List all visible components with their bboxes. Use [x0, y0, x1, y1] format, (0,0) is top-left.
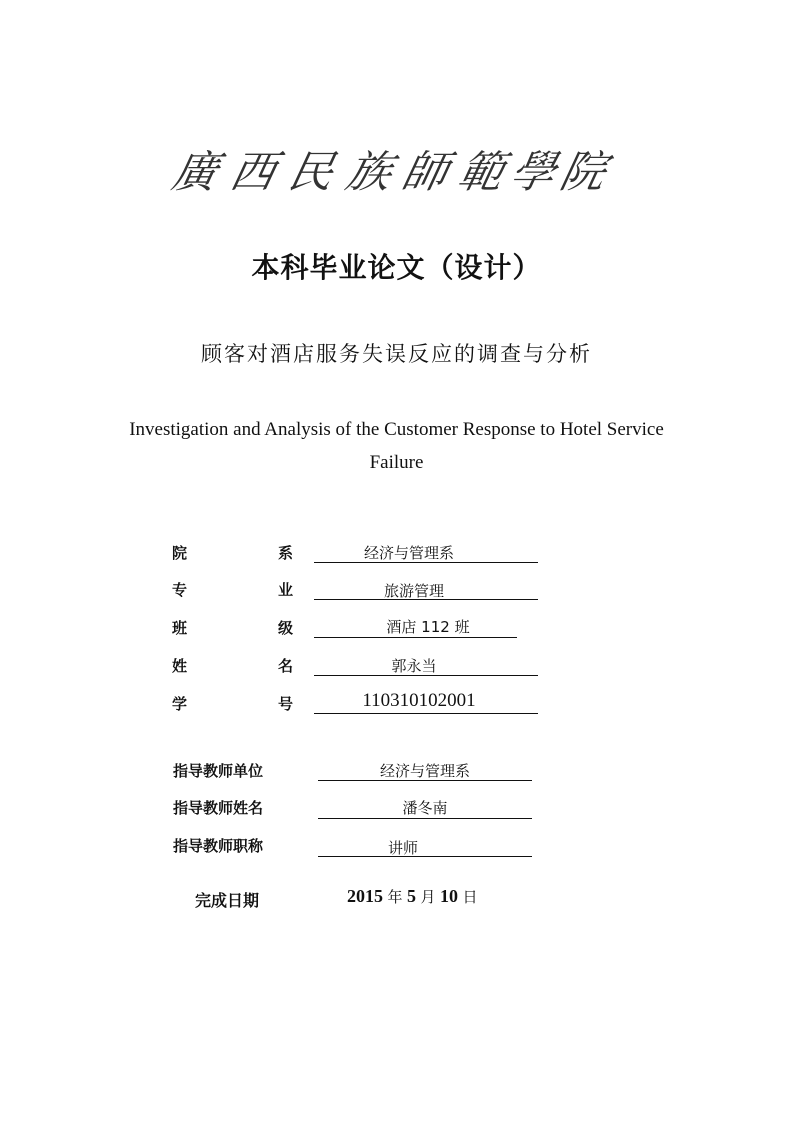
advisor-unit-value: 经济与管理系 — [379, 762, 470, 780]
major-value: 旅游管理 — [383, 582, 444, 600]
advisor-unit-label: 指导教师单位 — [173, 762, 264, 780]
label-left: 专 — [172, 581, 188, 599]
logo-char: 族 — [341, 147, 397, 198]
logo-char: 院 — [555, 147, 611, 198]
logo-char: 範 — [453, 147, 509, 198]
label-right: 名 — [278, 657, 294, 675]
label-left: 学 — [172, 695, 188, 713]
day-unit: 日 — [462, 888, 478, 906]
label-left: 姓 — [172, 657, 188, 675]
student-name-value: 郭永当 — [391, 657, 437, 675]
advisor-title-value: 讲师 — [387, 839, 418, 857]
label-right: 级 — [278, 619, 294, 637]
thesis-title-en-line1: Investigation and Analysis of the Customer Response to Hotel Service — [129, 419, 664, 440]
completion-date-value — [347, 886, 478, 907]
underline — [314, 599, 538, 600]
thesis-title-en — [0, 413, 793, 479]
class-value: 酒店 112 班 — [386, 618, 470, 636]
month: 5 — [407, 886, 417, 906]
label-right: 号 — [278, 695, 294, 713]
advisor-title-label: 指导教师职称 — [173, 837, 264, 855]
advisor-name-label: 指导教师姓名 — [173, 799, 264, 817]
logo-char: 西 — [225, 147, 281, 198]
thesis-title-cn: 顾客对酒店服务失误反应的调查与分析 — [201, 342, 592, 366]
completion-date-label: 完成日期 — [195, 891, 260, 910]
university-logo — [167, 128, 620, 208]
student-id-value: 110310102001 — [362, 690, 476, 711]
underline — [318, 856, 532, 857]
year: 2015 — [347, 886, 383, 906]
logo-char: 師 — [397, 147, 453, 198]
advisor-name-value: 潘冬南 — [402, 799, 448, 817]
underline — [318, 818, 532, 819]
label-right: 业 — [278, 581, 294, 599]
label-left: 班 — [172, 619, 188, 637]
day: 10 — [440, 886, 459, 906]
logo-char: 學 — [505, 147, 561, 198]
department-value: 经济与管理系 — [363, 544, 454, 562]
thesis-title-en-line2: Failure — [369, 452, 424, 473]
underline — [314, 637, 517, 638]
underline — [314, 713, 538, 714]
label-left: 院 — [172, 544, 188, 562]
underline — [318, 780, 532, 781]
month-unit: 月 — [420, 888, 436, 906]
label-right: 系 — [278, 544, 294, 562]
logo-char: 民 — [283, 147, 339, 198]
underline — [314, 562, 538, 563]
logo-char: 廣 — [167, 147, 223, 198]
underline — [314, 675, 538, 676]
year-unit: 年 — [387, 888, 403, 906]
document-type-title: 本科毕业论文（设计） — [251, 251, 542, 284]
